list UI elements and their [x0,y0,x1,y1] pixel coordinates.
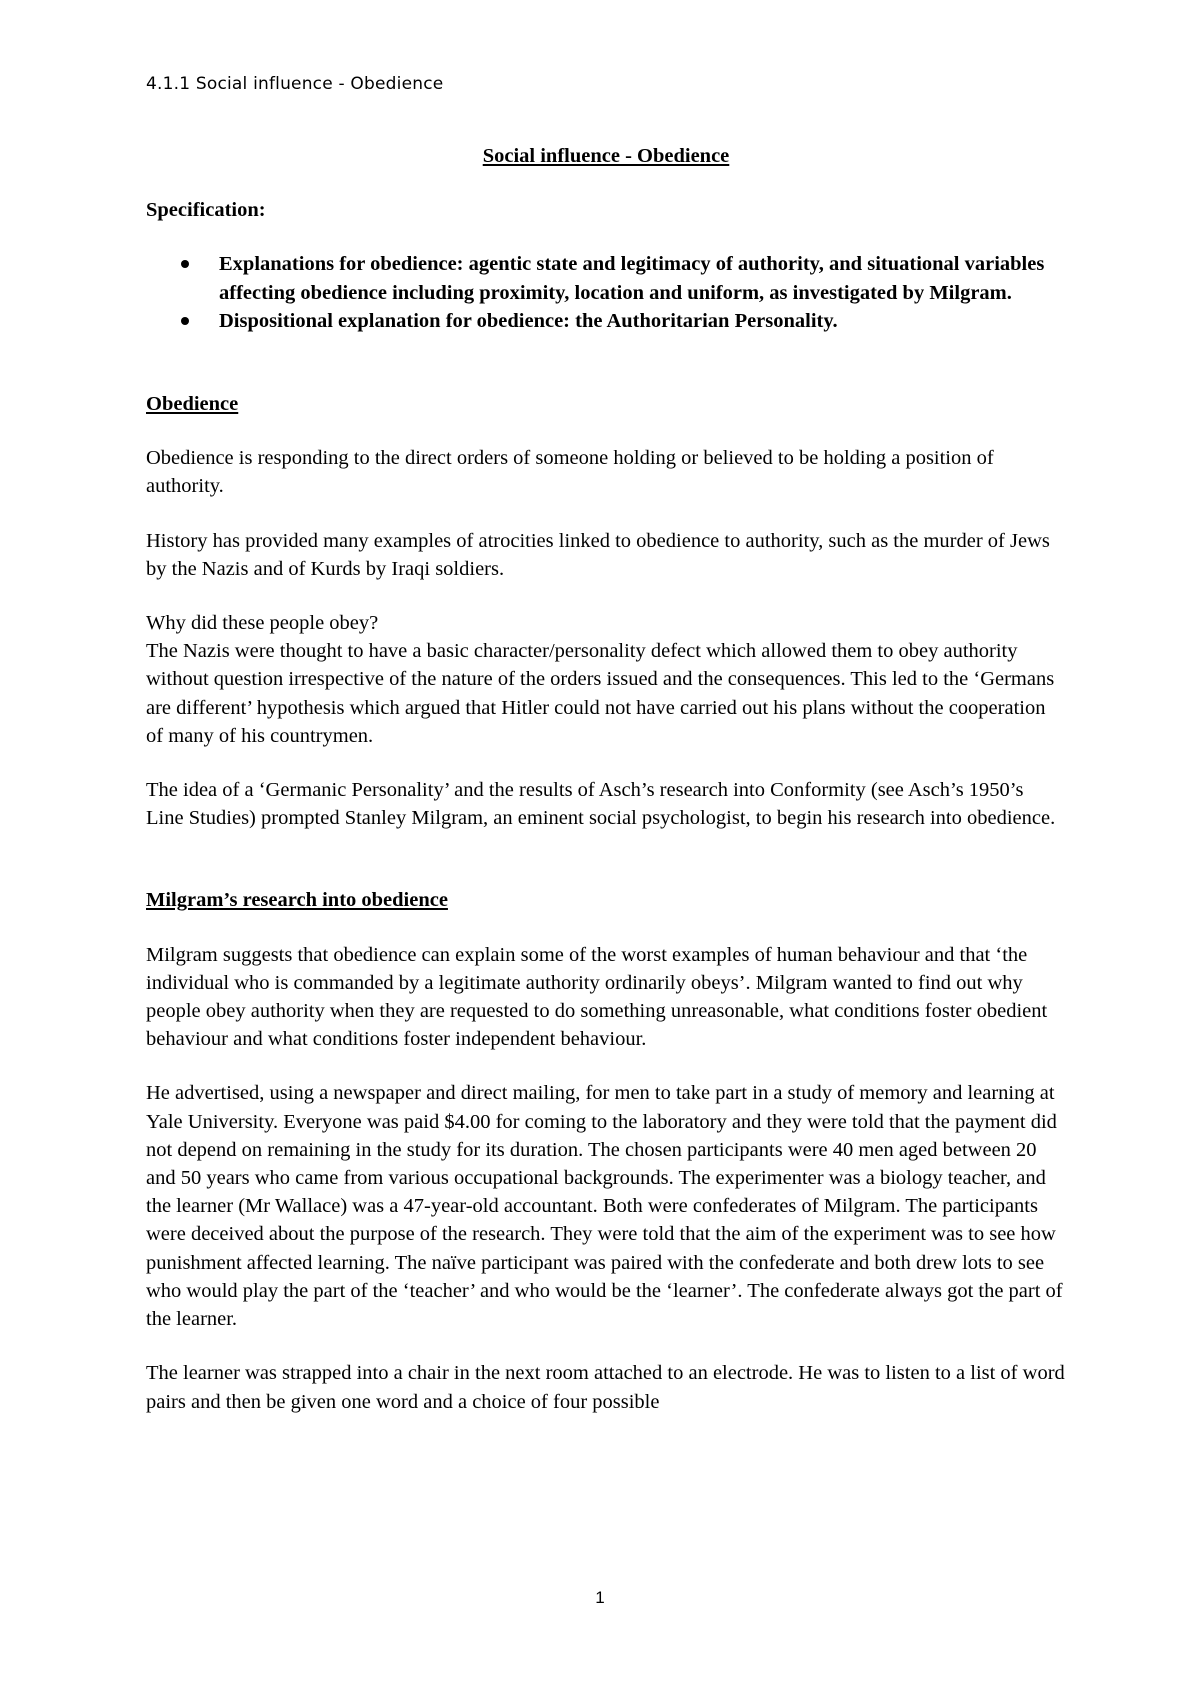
bullet-icon [181,260,189,268]
section-heading-milgram: Milgram’s research into obedience [146,889,448,912]
paragraph: Milgram suggests that obedience can explain some of the worst examples of human behaviour and that ‘the individual who is commanded by a legitimate authority ordinarily obeys’. Milgram wanted to find out why people obey authority when they are requested to do something unreasonable, what conditions foster obedient behaviour and what conditions foster independent behaviour. [146,943,1048,1051]
page-number: 1 [595,1588,605,1607]
specification-item [146,307,1066,335]
paragraph-question: Why did these people obey? [146,612,379,635]
paragraph: History has provided many examples of atrocities linked to obedience to authority, such as the murder of Jews by the Nazis and of Kurds by Iraqi soldiers. [146,529,1050,580]
document-body [146,142,1066,1442]
paragraph: The learner was strapped into a chair in the next room attached to an electrode. He was to listen to a list of word pairs and then be given one word and a choice of four possible [146,1362,1065,1413]
specification-list [146,250,1066,335]
specification-label: Specification: [146,199,266,222]
specification-item [146,250,1066,306]
document-title: Social influence - Obedience [482,145,730,167]
paragraph: The Nazis were thought to have a basic character/personality defect which allowed them to obey authority without question irrespective of the nature of the orders issued and the consequences. This led to the ‘Germans are different’ hypothesis which argued that Hitler could not have carried out his plans without the cooperation of many of his countrymen. [146,640,1055,747]
running-header: 4.1.1 Social influence - Obedience [146,74,444,94]
paragraph: He advertised, using a newspaper and direct mailing, for men to take part in a study of memory and learning at Yale University. Everyone was paid $4.00 for coming to the laboratory and they were told that the payment did not depend on remaining in the study for its duration. The chosen participants were 40 men aged between 20 and 50 years who came from various occupational backgrounds. The experimenter was a biology teacher, and the learner (Mr Wallace) was a 47-year-old accountant. Both were confederates of Milgram. The participants were deceived about the purpose of the research. They were told that the aim of the experiment was to see how punishment affected learning. The naïve participant was paired with the confederate and both drew lots to see who would play the part of the ‘teacher’ and who would be the ‘learner’. The confederate always got the part of the learner. [146,1082,1063,1331]
specification-item-text: Explanations for obedience: agentic state and legitimacy of authority, and situational variables affecting obedience including proximity, location and uniform, as investigated by Milgram. [219,253,1045,304]
paragraph: The idea of a ‘Germanic Personality’ and the results of Asch’s research into Conformity (see Asch’s 1950’s Line Studies) prompted Stanley Milgram, an eminent social psychologist, to begin his research into obedience. [146,779,1056,830]
specification-item-text: Dispositional explanation for obedience: the Authoritarian Personality. [219,309,838,332]
section-heading-obedience: Obedience [146,393,239,416]
bullet-icon [181,317,189,325]
paragraph: Obedience is responding to the direct orders of someone holding or believed to be holding a position of authority. [146,447,994,498]
